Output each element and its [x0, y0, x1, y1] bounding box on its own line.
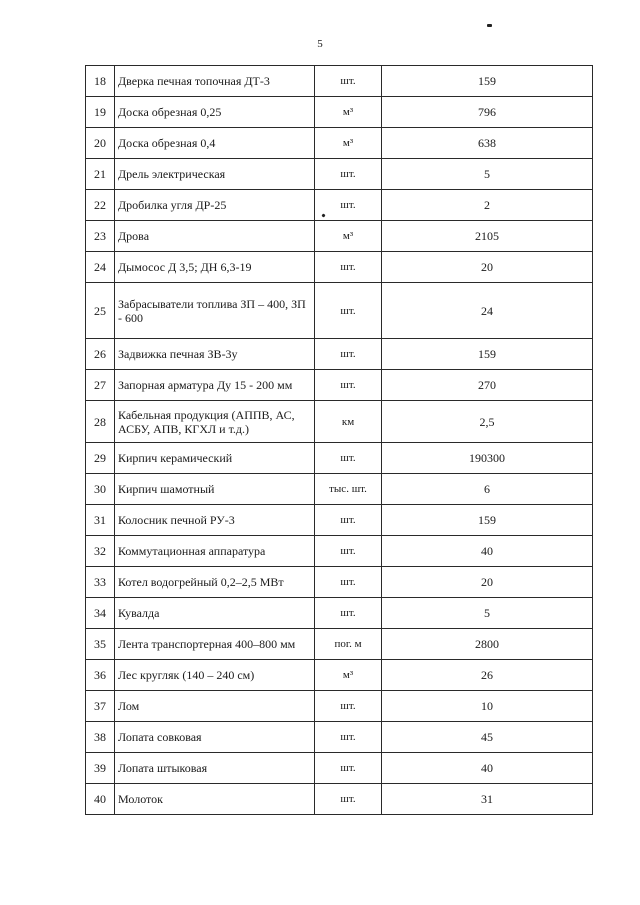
item-name: Лопата штыковая [115, 753, 315, 784]
item-quantity: 270 [382, 370, 593, 401]
item-quantity: 20 [382, 567, 593, 598]
item-unit: шт. [315, 283, 382, 339]
row-number: 28 [86, 401, 115, 443]
row-number: 24 [86, 252, 115, 283]
row-number: 29 [86, 443, 115, 474]
item-unit: пог. м [315, 629, 382, 660]
item-unit: шт. [315, 159, 382, 190]
item-quantity: 2,5 [382, 401, 593, 443]
row-number: 31 [86, 505, 115, 536]
scan-artifact-mark [487, 24, 492, 27]
row-number: 23 [86, 221, 115, 252]
table-row [86, 536, 593, 567]
table-row [86, 252, 593, 283]
item-unit: шт. [315, 691, 382, 722]
row-number: 36 [86, 660, 115, 691]
item-unit: шт. [315, 598, 382, 629]
item-unit: шт. [315, 370, 382, 401]
item-name: Доска обрезная 0,25 [115, 97, 315, 128]
item-name: Задвижка печная ЗВ-3у [115, 339, 315, 370]
item-name: Кирпич керамический [115, 443, 315, 474]
table-row [86, 784, 593, 815]
item-quantity: 24 [382, 283, 593, 339]
table-row [86, 691, 593, 722]
inventory-table [85, 65, 593, 815]
item-name: Запорная арматура Ду 15 - 200 мм [115, 370, 315, 401]
item-quantity: 5 [382, 598, 593, 629]
item-name: Коммутационная аппаратура [115, 536, 315, 567]
item-unit: шт. [315, 722, 382, 753]
item-quantity: 26 [382, 660, 593, 691]
table-row [86, 339, 593, 370]
table-row [86, 283, 593, 339]
item-unit: шт. [315, 66, 382, 97]
table-row [86, 190, 593, 221]
item-name: Лес кругляк (140 – 240 см) [115, 660, 315, 691]
item-quantity: 796 [382, 97, 593, 128]
table-row [86, 128, 593, 159]
item-name: Лопата совковая [115, 722, 315, 753]
row-number: 40 [86, 784, 115, 815]
item-quantity: 190300 [382, 443, 593, 474]
row-number: 32 [86, 536, 115, 567]
item-unit: шт. [315, 252, 382, 283]
item-unit: м³ [315, 97, 382, 128]
item-name: Колосник печной РУ-3 [115, 505, 315, 536]
item-quantity: 40 [382, 536, 593, 567]
item-unit: шт. [315, 190, 382, 221]
item-name: Молоток [115, 784, 315, 815]
item-name: Кирпич шамотный [115, 474, 315, 505]
item-quantity: 2800 [382, 629, 593, 660]
item-quantity: 638 [382, 128, 593, 159]
table-row [86, 474, 593, 505]
item-quantity: 2105 [382, 221, 593, 252]
item-quantity: 5 [382, 159, 593, 190]
row-number: 19 [86, 97, 115, 128]
item-name: Котел водогрейный 0,2–2,5 МВт [115, 567, 315, 598]
item-unit: м³ [315, 221, 382, 252]
item-unit: шт. [315, 536, 382, 567]
item-name: Кувалда [115, 598, 315, 629]
page-number: 5 [317, 38, 323, 50]
row-number: 38 [86, 722, 115, 753]
table-row [86, 97, 593, 128]
table-row [86, 722, 593, 753]
item-quantity: 159 [382, 505, 593, 536]
item-quantity: 40 [382, 753, 593, 784]
item-quantity: 20 [382, 252, 593, 283]
item-name: Дверка печная топочная ДТ-3 [115, 66, 315, 97]
row-number: 26 [86, 339, 115, 370]
table-row [86, 443, 593, 474]
item-unit: км [315, 401, 382, 443]
item-quantity: 45 [382, 722, 593, 753]
item-name: Кабельная продукция (АППВ, АС, АСБУ, АПВ, КГХЛ и т.д.) [115, 401, 315, 443]
table-row [86, 598, 593, 629]
table-row [86, 660, 593, 691]
table-row [86, 66, 593, 97]
table-row [86, 159, 593, 190]
item-unit: шт. [315, 443, 382, 474]
item-unit: тыс. шт. [315, 474, 382, 505]
row-number: 39 [86, 753, 115, 784]
row-number: 21 [86, 159, 115, 190]
item-quantity: 159 [382, 339, 593, 370]
row-number: 35 [86, 629, 115, 660]
item-quantity: 2 [382, 190, 593, 221]
row-number: 37 [86, 691, 115, 722]
table-row [86, 505, 593, 536]
item-name: Доска обрезная 0,4 [115, 128, 315, 159]
row-number: 27 [86, 370, 115, 401]
item-name: Лента транспортерная 400–800 мм [115, 629, 315, 660]
row-number: 18 [86, 66, 115, 97]
table-row [86, 401, 593, 443]
item-name: Дрель электрическая [115, 159, 315, 190]
item-name: Забрасыватели топлива ЗП – 400, ЗП - 600 [115, 283, 315, 339]
row-number: 20 [86, 128, 115, 159]
row-number: 25 [86, 283, 115, 339]
row-number: 22 [86, 190, 115, 221]
item-quantity: 10 [382, 691, 593, 722]
item-quantity: 31 [382, 784, 593, 815]
table-row [86, 567, 593, 598]
row-number: 30 [86, 474, 115, 505]
item-quantity: 159 [382, 66, 593, 97]
item-quantity: 6 [382, 474, 593, 505]
table-row [86, 370, 593, 401]
item-unit: м³ [315, 128, 382, 159]
item-name: Дрова [115, 221, 315, 252]
table-row [86, 753, 593, 784]
item-unit: шт. [315, 505, 382, 536]
table-row [86, 629, 593, 660]
row-number: 33 [86, 567, 115, 598]
row-number: 34 [86, 598, 115, 629]
item-name: Дымосос Д 3,5; ДН 6,3-19 [115, 252, 315, 283]
item-unit: шт. [315, 339, 382, 370]
item-unit: шт. [315, 784, 382, 815]
item-name: Дробилка угля ДР-25 [115, 190, 315, 221]
item-name: Лом [115, 691, 315, 722]
table-row [86, 221, 593, 252]
item-unit: м³ [315, 660, 382, 691]
item-unit: шт. [315, 753, 382, 784]
item-unit: шт. [315, 567, 382, 598]
